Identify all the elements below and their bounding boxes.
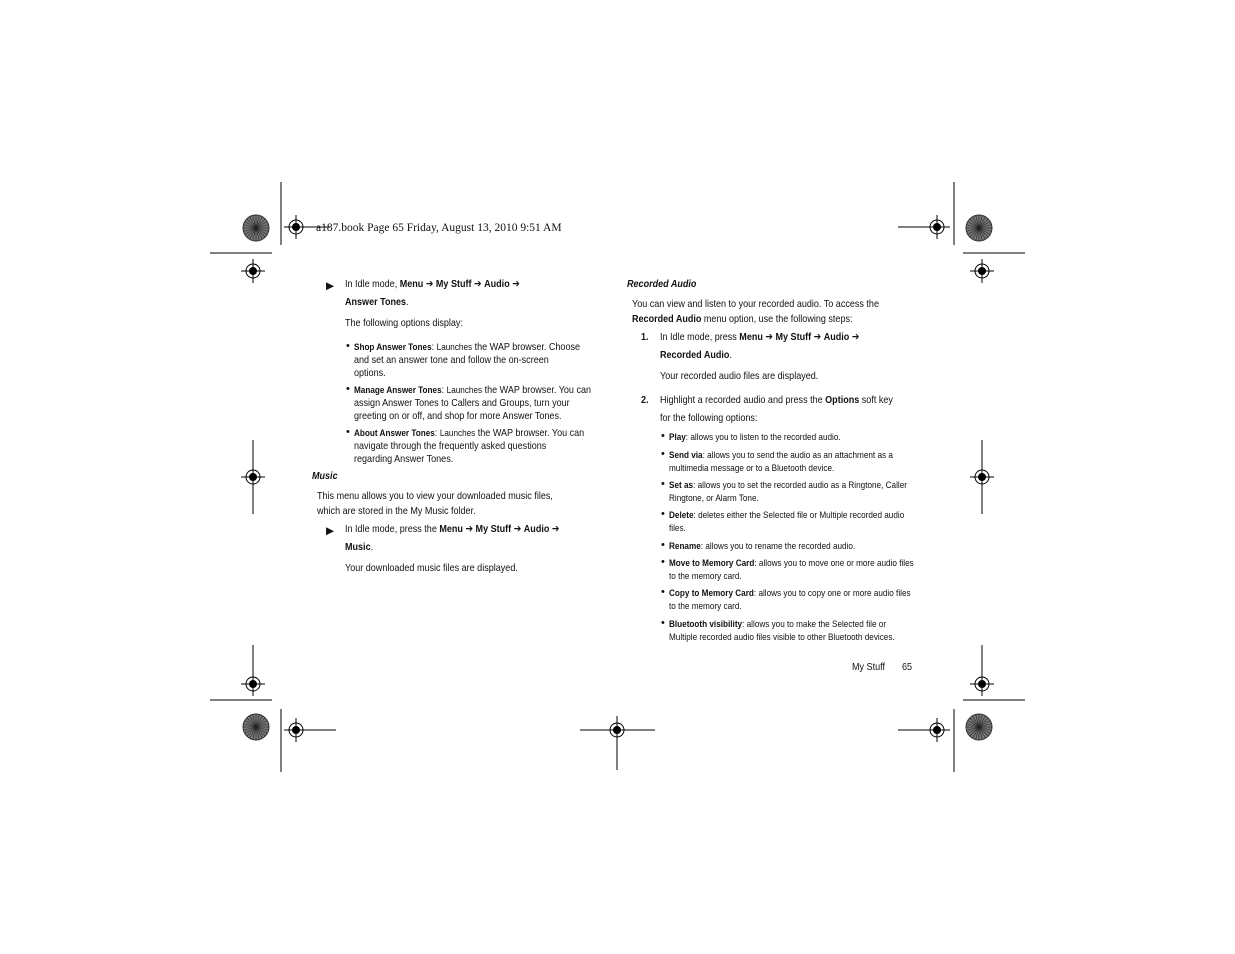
bullet: •	[346, 340, 350, 352]
recorded-audio-step2-line2: for the following options:	[660, 412, 758, 424]
starburst-mark-icon	[243, 215, 269, 241]
starburst-mark-icon	[966, 714, 992, 740]
music-desc-line2: which are stored in the My Music folder.	[317, 505, 476, 517]
music-desc-line1: This menu allows you to view your downloaded music files,	[317, 490, 553, 502]
option-play: Play: allows you to listen to the recorded audio.	[669, 432, 841, 443]
option-bluetooth-visibility: Bluetooth visibility: allows you to make the Selected file or	[669, 619, 887, 630]
recorded-audio-step1: In Idle mode, press Menu ➔ My Stuff ➔ Audio ➔	[660, 331, 860, 343]
bullet: •	[661, 478, 665, 490]
bullet: •	[346, 426, 350, 438]
starburst-mark-icon	[243, 714, 269, 740]
recorded-audio-step1-result: Your recorded audio files are displayed.	[660, 370, 819, 382]
music-result: Your downloaded music files are displayed.	[345, 562, 518, 574]
option-copy-to-memory-card: Copy to Memory Card: allows you to copy one or more audio files	[669, 588, 911, 599]
options-display-text: The following options display:	[345, 317, 463, 329]
bullet: •	[661, 508, 665, 520]
starburst-mark-icon	[966, 215, 992, 241]
bullet: •	[661, 539, 665, 551]
bullet: •	[346, 383, 350, 395]
step-marker-icon: ▶	[326, 280, 335, 292]
music-step-line2: Music.	[345, 541, 374, 553]
music-step: In Idle mode, press the Menu ➔ My Stuff ➔ Audio ➔	[345, 523, 560, 535]
page-number: 65	[902, 661, 913, 673]
option-move-to-memory-card: Move to Memory Card: allows you to move one or more audio files	[669, 558, 914, 569]
bullet: •	[661, 448, 665, 460]
header-line: a187.book Page 65 Friday, August 13, 2010 9:51 AM	[316, 222, 562, 234]
option-set-as: Set as: allows you to set the recorded audio as a Ringtone, Caller	[669, 480, 907, 491]
recorded-audio-heading: Recorded Audio	[627, 278, 697, 290]
footer-section: My Stuff	[852, 661, 885, 673]
recorded-audio-step1-line2: Recorded Audio.	[660, 349, 732, 361]
recorded-audio-intro-line2: Recorded Audio menu option, use the following steps:	[632, 313, 853, 325]
bullet: •	[661, 556, 665, 568]
bullet: •	[661, 430, 665, 442]
option-delete: Delete: deletes either the Selected file or Multiple recorded audio	[669, 510, 905, 521]
answer-tones-step-line2: Answer Tones.	[345, 296, 409, 308]
recorded-audio-step2: Highlight a recorded audio and press the Options soft key	[660, 394, 893, 406]
step-number: 2.	[641, 394, 649, 406]
music-heading: Music	[312, 470, 338, 482]
recorded-audio-intro-line1: You can view and listen to your recorded audio. To access the	[632, 298, 879, 310]
bullet: •	[661, 617, 665, 629]
answer-tones-step: In Idle mode, Menu ➔ My Stuff ➔ Audio ➔	[345, 278, 520, 290]
bullet: •	[661, 586, 665, 598]
step-marker-icon: ▶	[326, 525, 335, 537]
step-number: 1.	[641, 331, 649, 343]
option-rename: Rename: allows you to rename the recorded audio.	[669, 541, 856, 552]
option-send-via: Send via: allows you to send the audio as an attachment as a	[669, 450, 893, 461]
